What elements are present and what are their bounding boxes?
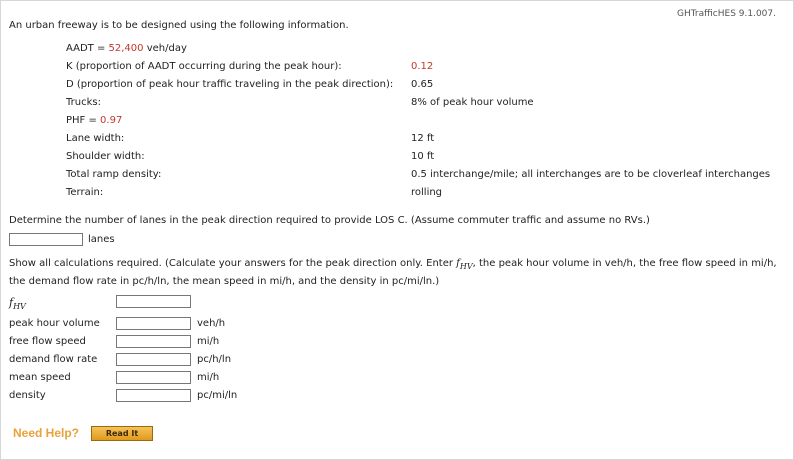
free-flow-speed-input[interactable] [116,335,191,348]
need-help-label: Need Help? [13,426,80,440]
given-label-shoulder: Shoulder width: [66,151,145,162]
fhv-label: $f_{HV}$ [9,296,26,312]
given-value-ramp: 0.5 interchange/mile; all interchanges are to be cloverleaf interchanges [411,169,771,180]
intro-text: An urban freeway is to be designed using the following information. [9,20,349,31]
demand-flow-rate-label: demand flow rate [9,354,98,365]
peak-hour-volume-label: peak hour volume [9,318,100,329]
given-label-lane-width: Lane width: [66,133,125,144]
density-unit: pc/mi/ln [197,390,238,401]
mean-speed-input[interactable] [116,371,191,384]
question-text: Determine the number of lanes in the peak direction required to provide LOS C. (Assume commuter traffic and assume no RVs.) [9,215,650,226]
free-flow-speed-unit: mi/h [197,336,220,347]
fhv-input[interactable] [116,295,191,308]
fhv-symbol-inline: $f_{HV}$ [456,258,473,271]
given-label-d: D (proportion of peak hour traffic traveling in the peak direction): [66,79,394,90]
given-value-terrain: rolling [411,187,443,198]
peak-hour-volume-unit: veh/h [197,318,226,329]
mean-speed-label: mean speed [9,372,71,383]
demand-flow-rate-input[interactable] [116,353,191,366]
phf-value: 0.97 [100,115,123,126]
lanes-unit: lanes [88,234,115,245]
phf-line: PHF = 0.97 [66,115,123,126]
given-label-k: K (proportion of AADT occurring during the peak hour): [66,61,342,72]
density-label: density [9,390,46,401]
peak-hour-volume-input[interactable] [116,317,191,330]
given-value-lane-width: 12 ft [411,133,435,144]
aadt-value: 52,400 [108,43,144,54]
given-value-shoulder: 10 ft [411,151,435,162]
problem-code: GHTrafficHES 9.1.007. [676,9,776,19]
given-label-ramp: Total ramp density: [66,169,162,180]
instructions-line-1: Show all calculations required. (Calculate your answers for the peak direction only. Enter $f_{HV}$, the peak hour volume in veh/h, the free flow speed in mi/h, [9,258,777,271]
lanes-input[interactable] [9,233,83,246]
given-label-trucks: Trucks: [66,97,101,108]
given-value-trucks: 8% of peak hour volume [411,97,534,108]
aadt-line: AADT = 52,400 veh/day [66,43,187,54]
mean-speed-unit: mi/h [197,372,220,383]
given-value-k: 0.12 [411,61,434,72]
given-value-d: 0.65 [411,79,434,90]
demand-flow-rate-unit: pc/h/ln [197,354,232,365]
instructions-line-2: the demand flow rate in pc/h/ln, the mean speed in mi/h, and the density in pc/mi/ln.) [9,276,440,287]
read-it-button[interactable]: Read It [91,426,153,441]
density-input[interactable] [116,389,191,402]
free-flow-speed-label: free flow speed [9,336,86,347]
given-label-terrain: Terrain: [66,187,104,198]
